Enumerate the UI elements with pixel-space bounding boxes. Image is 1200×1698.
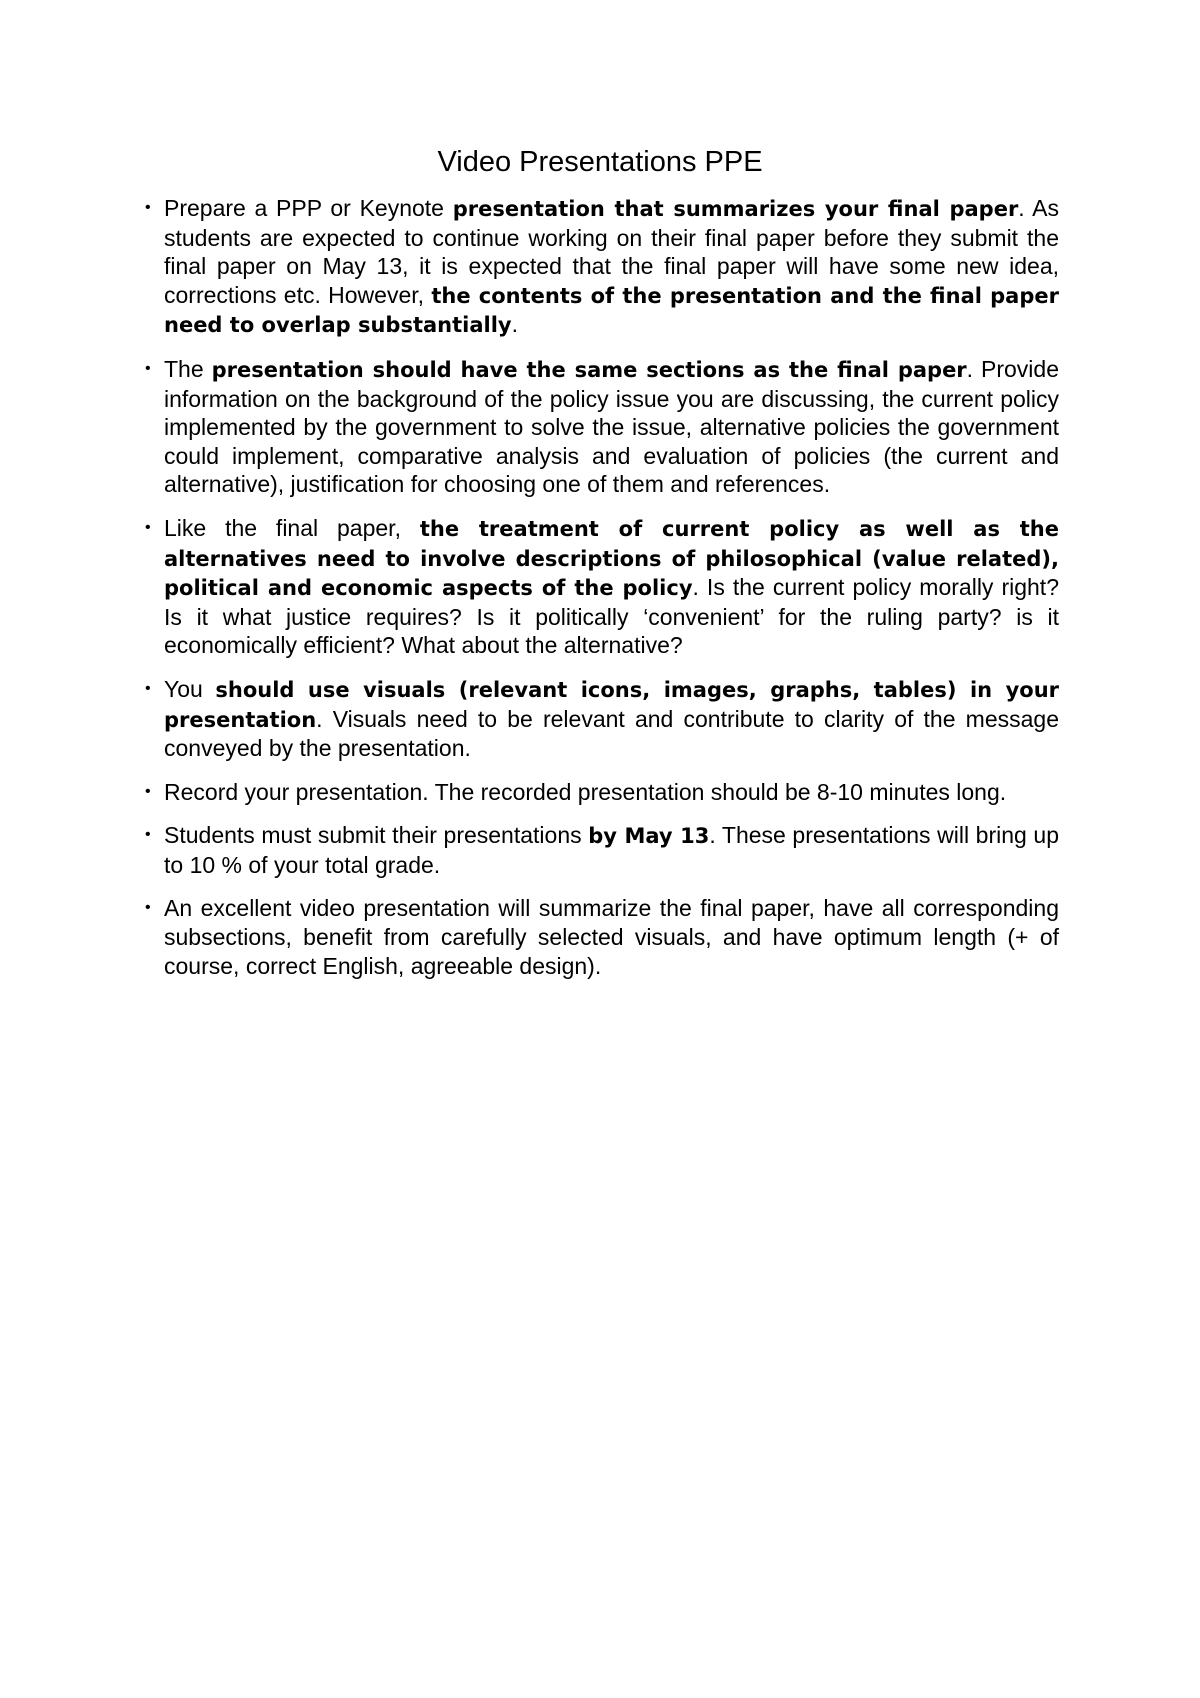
bullet-item — [145, 194, 1059, 340]
bullet-marker: • — [145, 782, 151, 800]
bullet-marker: • — [145, 199, 151, 216]
bullet-marker: • — [145, 899, 151, 917]
bullet-marker: • — [145, 359, 151, 377]
bullet-text: . — [511, 311, 519, 338]
bullet-text: The — [164, 355, 212, 382]
bullet-item — [145, 778, 1059, 807]
bullet-text: Record your presentation. The recorded presentation should be 8-10 minutes long. — [164, 778, 1007, 805]
bullet-marker: • — [145, 826, 151, 844]
bullet-marker: • — [145, 679, 151, 697]
bullet-text: Students must submit their presentations — [164, 822, 589, 849]
bullet-text: . Visuals need to be relevant and contribute to clarity of the message conveyed by the presentation. — [164, 705, 1059, 762]
bullet-text: Prepare a PPP or Keynote — [164, 195, 453, 221]
bullet-marker: • — [145, 518, 151, 536]
bullet-text-bold: by May 13 — [588, 824, 710, 849]
bullet-text: . As students are expected to continue working on their final paper before they submit the final paper on May 13, it is expected that the final paper will have some new idea, corrections etc. However, — [164, 195, 1059, 308]
bullet-item — [145, 894, 1059, 980]
bullet-text: . Provide information on the background of the policy issue you are discussing, the current policy implemented by the government to solve the issue, alternative policies the government could implement, comparative analysis and evaluation of policies (the current and alternative), justification for choosing one of them and references. — [164, 355, 1059, 498]
bullet-text: You — [164, 675, 216, 702]
bullet-item — [145, 355, 1059, 499]
bullet-text-bold: presentation that summarizes your final paper — [452, 197, 1019, 221]
bullet-text: An excellent video presentation will summarize the final paper, have all corresponding subsections, benefit from carefully selected visuals, and have optimum length (+ of course, correct English, agreeable design). — [164, 895, 1059, 979]
bullet-text: Like the final paper, — [164, 514, 420, 541]
bullet-text: . Is the current policy morally right? Is it what justice requires? Is it politically ‘convenient’ for the ruling party? is it economically efficient? What about the alternative? — [164, 574, 1059, 659]
bullet-text: . These presentations will bring up to 10 % of your total grade. — [164, 822, 1059, 878]
bullet-list — [145, 194, 1059, 995]
bullet-item — [145, 821, 1059, 879]
document-title: Video Presentations PPE — [437, 146, 763, 178]
bullet-text-bold: presentation should have the same sections as the final paper — [211, 357, 967, 382]
bullet-item — [145, 675, 1059, 763]
bullet-item — [145, 514, 1059, 660]
bullet-text-bold: the treatment of current policy as well as the alternatives need to involve descriptions of philosophical (value related), political and economic aspects of the policy — [164, 516, 1059, 601]
bullet-text-bold: the contents of the presentation and the final paper need to overlap substantially — [164, 283, 1059, 338]
bullet-text-bold: should use visuals (relevant icons, images, graphs, tables) in your presentation — [164, 677, 1059, 732]
